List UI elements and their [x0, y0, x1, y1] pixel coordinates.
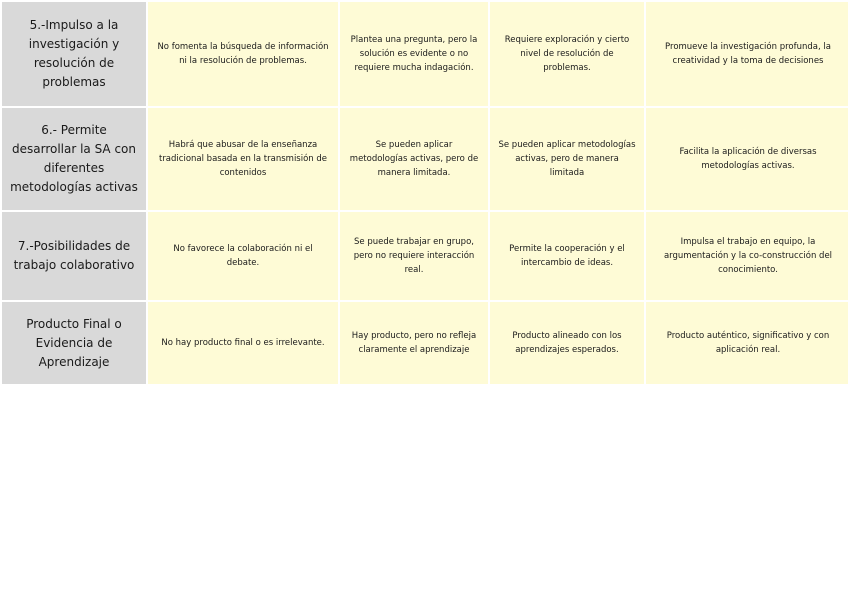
level-cell: Promueve la investigación profunda, la creatividad y la toma de decisiones [646, 2, 848, 106]
level-cell: Plantea una pregunta, pero la solución es evidente o no requiere mucha indagación. [340, 2, 488, 106]
table-row [2, 108, 848, 210]
level-cell: Hay producto, pero no refleja claramente el aprendizaje [340, 302, 488, 384]
level-cell: No favorece la colaboración ni el debate. [148, 212, 338, 300]
criterion-cell: 5.-Impulso a la investigación y resolución de problemas [2, 2, 146, 106]
table-row [2, 212, 848, 300]
level-cell: No hay producto final o es irrelevante. [148, 302, 338, 384]
level-cell: Impulsa el trabajo en equipo, la argumentación y la co-construcción del conocimiento. [646, 212, 848, 300]
level-cell: Permite la cooperación y el intercambio de ideas. [490, 212, 644, 300]
level-cell: Se pueden aplicar metodologías activas, pero de manera limitada [490, 108, 644, 210]
criterion-cell: Producto Final o Evidencia de Aprendizaje [2, 302, 146, 384]
level-cell: Requiere exploración y cierto nivel de resolución de problemas. [490, 2, 644, 106]
level-cell: Producto auténtico, significativo y con aplicación real. [646, 302, 848, 384]
level-cell: Se puede trabajar en grupo, pero no requiere interacción real. [340, 212, 488, 300]
criterion-cell: 6.- Permite desarrollar la SA con diferentes metodologías activas [2, 108, 146, 210]
table-row [2, 302, 848, 384]
level-cell: Producto alineado con los aprendizajes esperados. [490, 302, 644, 384]
level-cell: Se pueden aplicar metodologías activas, pero de manera limitada. [340, 108, 488, 210]
level-cell: Facilita la aplicación de diversas metodologías activas. [646, 108, 848, 210]
level-cell: Habrá que abusar de la enseñanza tradicional basada en la transmisión de contenidos [148, 108, 338, 210]
table-row [2, 2, 848, 106]
level-cell: No fomenta la búsqueda de información ni la resolución de problemas. [148, 2, 338, 106]
criterion-cell: 7.-Posibilidades de trabajo colaborativo [2, 212, 146, 300]
